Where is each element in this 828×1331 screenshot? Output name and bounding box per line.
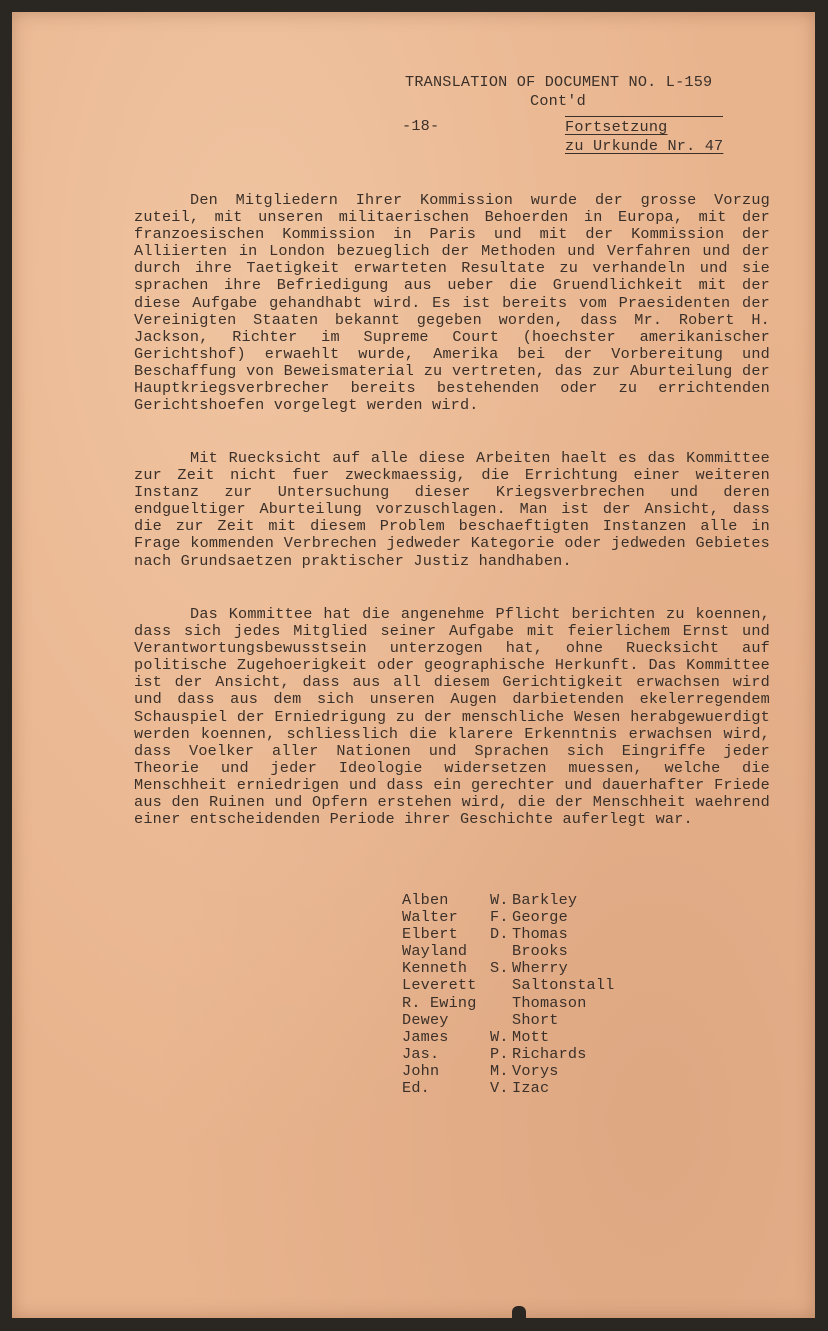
signer-first-name: Alben — [402, 891, 449, 909]
signer-first-name: Leverett — [402, 976, 477, 995]
signature-row — [402, 1012, 614, 1029]
contd-label: Cont'd — [530, 92, 586, 110]
paper-tear — [512, 1306, 526, 1320]
signature-row — [402, 926, 614, 943]
signature-row — [402, 1046, 614, 1063]
signer-last-name: Short — [512, 1010, 559, 1029]
signer-last-name: Thomason — [512, 993, 587, 1012]
signer-last-name: Richards — [512, 1044, 587, 1063]
page-number: -18- — [402, 117, 440, 135]
body-paragraph: Das Kommittee hat die angenehme Pflicht berichten zu koennen, dass sich jedes Mitglied seiner Aufgabe mit feierlichem Ernst und Verantwortungsbewusstsein unterzogen hat, ohne Ruecksicht auf politische Zugehoerigkeit oder geographische Herkunft. Das Kommittee ist der Ansicht, dass aus all diesem Gerichtigkeit erwachsen wird und dass aus dem sich unseren Augen darbietenden ekelerregendem Schauspiel der Erniedrigung zu der menschliche Wesen herabgewuerdigt werden koennen, schliesslich die klarere Erkenntnis erwachsen wird, dass Voelker aller Nationen und Sprachen sich Eingriffe jeder Theorie und jeder Ideologie widersetzen muessen, welche die Menschheit erniedrigen und dass ein gerechter und dauerhafter Friede aus den Ruinen und Opfern erstehen wird, die der Menschheit waehrend einer entscheidenden Periode ihrer Geschichte auferlegt war. — [134, 605, 770, 829]
signer-initial: D. — [490, 925, 509, 944]
signer-last-name: Barkley — [512, 891, 578, 909]
signature-row — [402, 943, 614, 960]
signature-row — [402, 892, 614, 909]
signature-row — [402, 1063, 614, 1080]
signer-first-name: Walter — [402, 908, 458, 927]
signer-first-name: Ed. — [402, 1079, 430, 1098]
fortsetzung-reference — [565, 116, 723, 156]
signer-first-name: Wayland — [402, 942, 468, 961]
signer-initial: V. — [490, 1079, 509, 1098]
signer-first-name: Elbert — [402, 925, 458, 944]
signer-initial: P. — [490, 1044, 509, 1063]
signer-last-name: Thomas — [512, 925, 568, 944]
signer-initial: W. — [490, 891, 509, 909]
signature-row — [402, 909, 614, 926]
translation-header: TRANSLATION OF DOCUMENT NO. L-159 — [405, 73, 713, 91]
signer-initial: S. — [490, 959, 509, 978]
signer-initial: F. — [490, 908, 509, 927]
signer-first-name: R. Ewing — [402, 993, 477, 1012]
body-paragraph: Mit Ruecksicht auf alle diese Arbeiten haelt es das Kommittee zur Zeit nicht fuer zweckmaessig, die Errichtung einer weiteren Instanz zur Untersuchung dieser Kriegsverbrechen und deren endgueltiger Aburteilung vorzuschlagen. Man ist der Ansicht, dass die zur Zeit mit diesem Problem beschaeftigten Instanzen alle in Frage kommenden Verbrechen jedweder Kategorie oder jedweden Gebietes nach Grundsaetzen praktischer Justiz handhaben. — [134, 449, 770, 570]
signer-initial — [490, 943, 512, 960]
signature-row — [402, 1080, 614, 1097]
signer-last-name: Saltonstall — [512, 976, 615, 995]
signer-first-name: Jas. — [402, 1044, 440, 1063]
document-page — [12, 12, 815, 1318]
signer-initial: M. — [490, 1061, 509, 1080]
signer-last-name: Brooks — [512, 942, 568, 961]
fortsetzung-line: Fortsetzung — [565, 118, 668, 136]
signer-initial — [490, 995, 512, 1012]
urkunde-line: zu Urkunde Nr. 47 — [565, 137, 724, 155]
signer-first-name: Kenneth — [402, 959, 468, 978]
signer-last-name: Vorys — [512, 1061, 559, 1080]
signer-first-name: James — [402, 1027, 449, 1046]
signer-last-name: George — [512, 908, 568, 927]
signer-initial: W. — [490, 1027, 509, 1046]
signer-last-name: Wherry — [512, 959, 568, 978]
signature-row — [402, 1029, 614, 1046]
body-paragraph: Den Mitgliedern Ihrer Kommission wurde der grosse Vorzug zuteil, mit unseren militaerischen Behoerden in Europa, mit der franzoesischen Kommission in Paris und mit der Kommission der Alliierten in London bezueglich der Methoden und Verfahren und der durch ihre Taetigkeit erwarteten Resultate zu verhandeln und sie sprachen ihre Befriedigung aus ueber die Gruendlichkeit mit der diese Aufgabe gehandhabt wird. Es ist bereits vom Praesidenten der Vereinigten Staaten bekannt gegeben worden, dass Mr. Robert H. Jackson, Richter im Supreme Court (hoechster amerikanischer Gerichtshof) erwaehlt wurde, Amerika bei der Vorbereitung und Beschaffung von Beweismaterial zu vertreten, das zur Aburteilung der Hauptkriegsverbrecher bereits bestehenden oder zu errichtenden Gerichtshoefen vorgelegt werden wird. — [134, 191, 770, 415]
signer-first-name: Dewey — [402, 1010, 449, 1029]
signer-last-name: Mott — [512, 1027, 550, 1046]
signer-initial — [490, 1012, 512, 1029]
signature-row — [402, 960, 614, 977]
signer-last-name: Izac — [512, 1079, 550, 1098]
signature-list — [402, 892, 614, 1097]
signature-row — [402, 995, 614, 1012]
signer-first-name: John — [402, 1061, 440, 1080]
signer-initial — [490, 977, 512, 994]
signature-row — [402, 977, 614, 994]
